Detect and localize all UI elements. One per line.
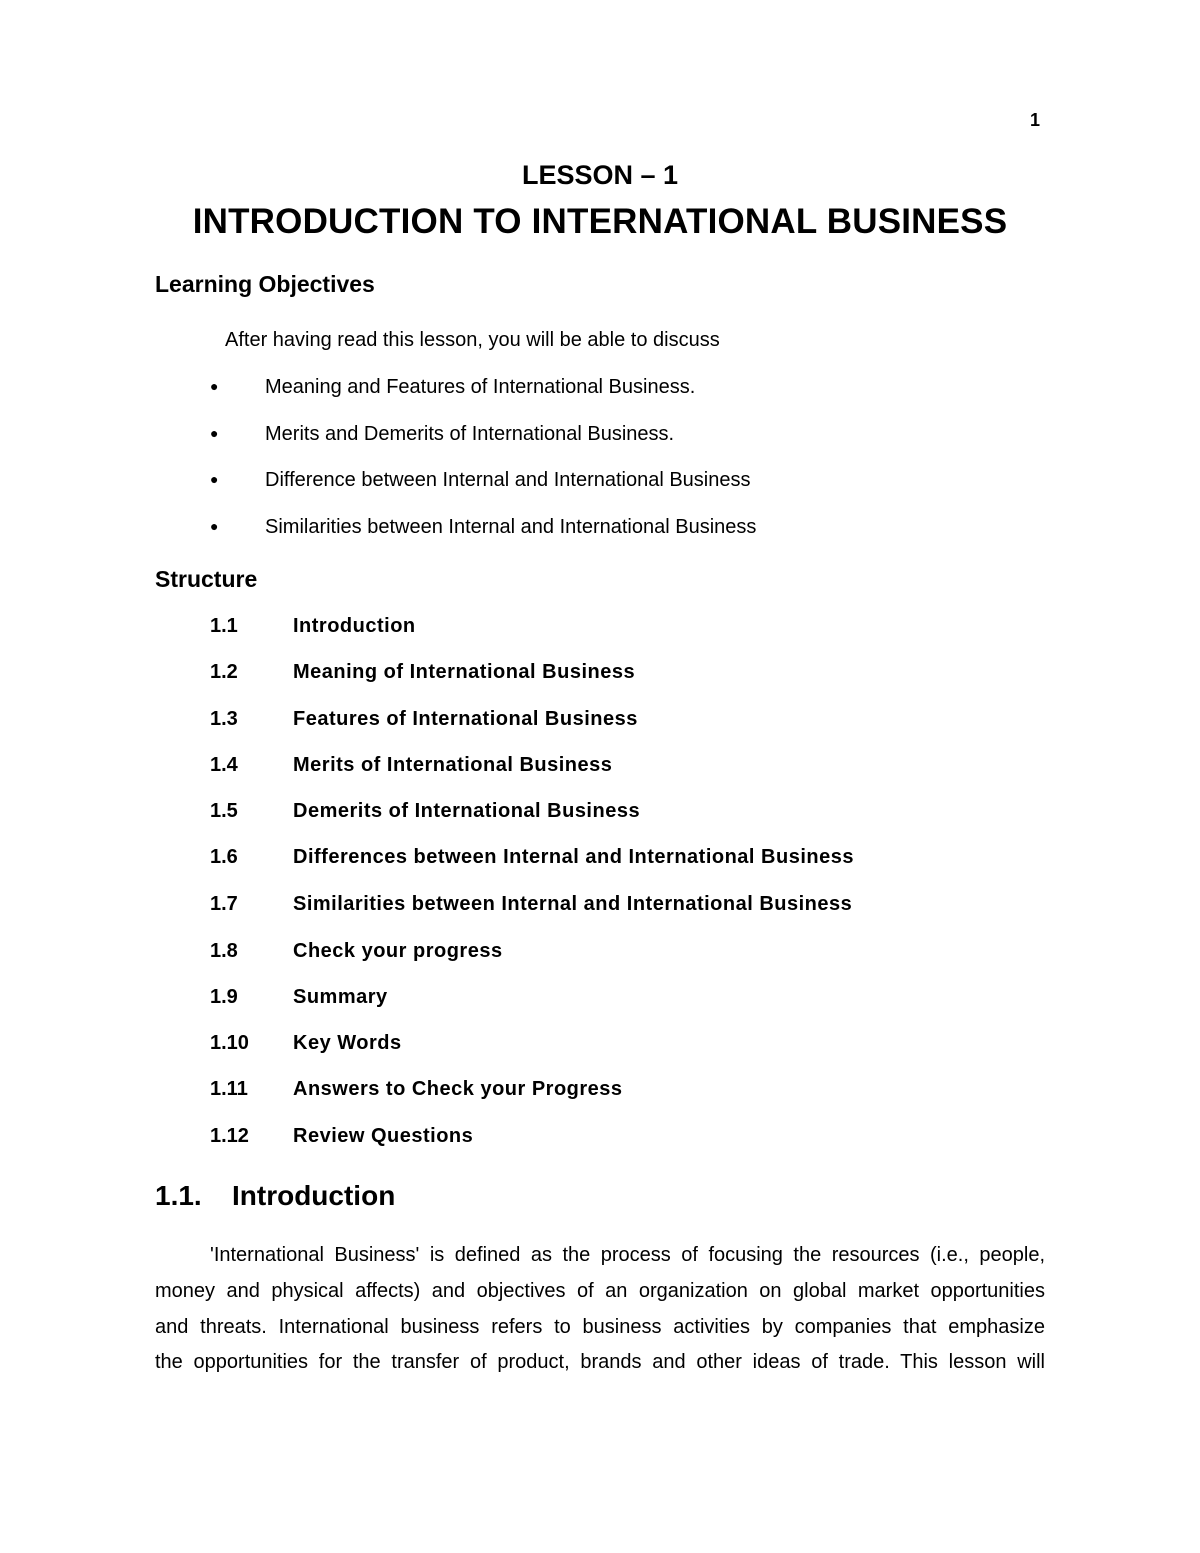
structure-item (210, 708, 638, 734)
structure-item-label: Features of International Business (293, 708, 638, 730)
learning-objectives-heading: Learning Objectives (155, 271, 375, 297)
structure-item-number: 1.9 (210, 986, 238, 1008)
structure-item (210, 615, 416, 641)
structure-item-number: 1.5 (210, 800, 238, 822)
learning-objectives-intro: After having read this lesson, you will be able to discuss (225, 329, 720, 351)
structure-item-label: Similarities between Internal and International Business (293, 893, 853, 915)
structure-item-number: 1.3 (210, 708, 238, 730)
structure-item (210, 893, 852, 919)
structure-item-number: 1.1 (210, 615, 238, 637)
structure-item-number: 1.12 (210, 1125, 249, 1147)
structure-item (210, 800, 640, 826)
introduction-heading-number: 1.1. (155, 1180, 202, 1211)
structure-item-number: 1.11 (210, 1078, 248, 1100)
introduction-heading-text: Introduction (232, 1180, 396, 1211)
structure-heading: Structure (155, 566, 258, 592)
structure-item-label: Differences between Internal and International Business (293, 846, 854, 868)
structure-item (210, 940, 503, 966)
structure-item-number: 1.8 (210, 940, 238, 962)
bullet-icon: ● (210, 471, 219, 487)
lesson-label: LESSON – 1 (521, 160, 679, 190)
structure-item-label: Check your progress (293, 940, 503, 962)
structure-item-label: Key Words (293, 1032, 402, 1054)
structure-item (210, 661, 635, 687)
objective-text: Difference between Internal and International Business (265, 469, 751, 491)
structure-item (210, 986, 388, 1012)
introduction-paragraph (155, 1238, 1045, 1381)
paragraph-line: 'International Business' is defined as the process of focusing the resources (i.e., people, (210, 1244, 1045, 1266)
objective-text: Merits and Demerits of International Business. (265, 423, 675, 445)
paragraph-line: and threats. International business refers to business activities by companies that emphasize (155, 1315, 1045, 1338)
paragraph-line: money and physical affects) and objectives of an organization on global market opportunities (155, 1279, 1045, 1302)
objective-item (210, 423, 674, 449)
objective-text: Similarities between Internal and International Business (265, 516, 757, 538)
objective-item (210, 469, 751, 495)
objective-item (210, 516, 756, 542)
structure-item-label: Review Questions (293, 1125, 474, 1147)
bullet-icon: ● (210, 425, 219, 441)
bullet-icon: ● (210, 378, 219, 394)
structure-item-label: Summary (293, 986, 388, 1008)
structure-item (210, 1125, 473, 1151)
structure-item (210, 754, 612, 780)
page-number: 1 (1030, 110, 1041, 130)
structure-item-label: Meaning of International Business (293, 661, 636, 683)
structure-item-number: 1.4 (210, 754, 238, 776)
introduction-heading (155, 1180, 395, 1212)
structure-item-label: Introduction (293, 615, 416, 637)
structure-item-number: 1.2 (210, 661, 238, 683)
objective-item (210, 376, 695, 402)
objective-text: Meaning and Features of International Business. (265, 376, 696, 398)
structure-item (210, 1032, 402, 1058)
structure-item-number: 1.6 (210, 846, 238, 868)
bullet-icon: ● (210, 518, 219, 534)
structure-item (210, 846, 854, 872)
structure-item (210, 1078, 623, 1104)
structure-item-label: Answers to Check your Progress (293, 1078, 623, 1100)
paragraph-line: the opportunities for the transfer of product, brands and other ideas of trade. This lesson will (155, 1351, 1045, 1374)
structure-item-number: 1.10 (210, 1032, 249, 1054)
lesson-title: INTRODUCTION TO INTERNATIONAL BUSINESS (192, 202, 1008, 241)
structure-item-label: Demerits of International Business (293, 800, 641, 822)
structure-item-number: 1.7 (210, 893, 238, 915)
structure-item-label: Merits of International Business (293, 754, 613, 776)
